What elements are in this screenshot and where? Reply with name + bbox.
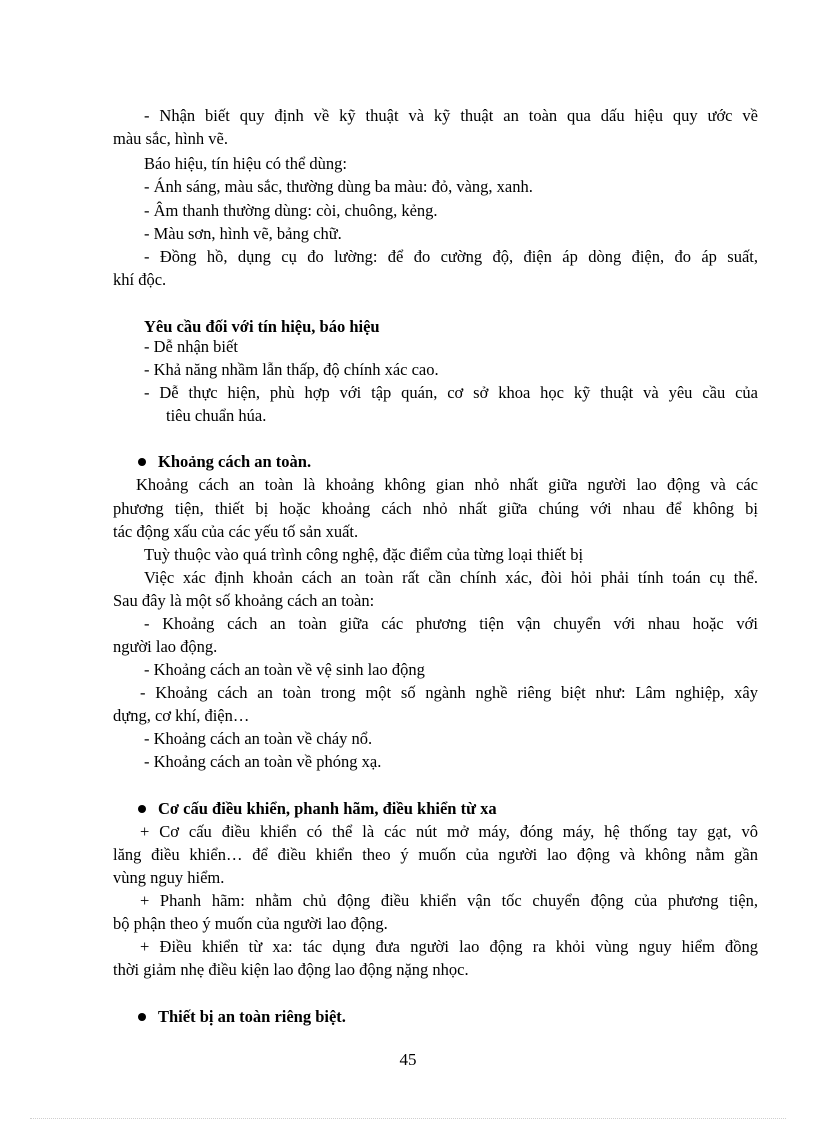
line-text: phương tiện, thiết bị hoặc khoảng cách nhỏ nhất giữa chúng với nhau để không bị <box>113 499 758 518</box>
text-line <box>113 843 758 866</box>
line-text: Khoảng cách an toàn. <box>158 452 312 471</box>
text-line <box>140 681 758 704</box>
line-text: - Dễ thực hiện, phù hợp với tập quán, cơ sở khoa học kỹ thuật và yêu cầu của <box>144 383 758 402</box>
bullet-icon <box>138 458 146 466</box>
line-text: - Đồng hồ, dụng cụ đo lường: để đo cường độ, điện áp dòng điện, đo áp suất, <box>144 247 758 266</box>
text-line <box>113 635 758 658</box>
text-line <box>113 127 758 150</box>
text-line <box>144 175 758 198</box>
text-line <box>144 612 758 635</box>
text-line <box>113 704 758 727</box>
line-text: Cơ cấu điều khiển, phanh hãm, điều khiển từ xa <box>158 799 497 818</box>
line-text: Tuỳ thuộc vào quá trình công nghệ, đặc điểm của từng loại thiết bị <box>144 545 584 564</box>
line-text: - Màu sơn, hình vẽ, bảng chữ. <box>144 224 342 243</box>
text-line <box>144 750 758 773</box>
line-text: Thiết bị an toàn riêng biệt. <box>158 1007 346 1026</box>
line-text: lăng điều khiển… để điều khiển theo ý muốn của người lao động và không nằm gần <box>113 845 758 864</box>
line-text: + Phanh hãm: nhằm chủ động điều khiển vận tốc chuyển động của phương tiện, <box>140 891 758 910</box>
text-line <box>144 222 758 245</box>
line-text: - Nhận biết quy định về kỹ thuật và kỹ thuật an toàn qua dấu hiệu quy ước về <box>144 106 758 125</box>
line-text: Yêu cầu đối với tín hiệu, báo hiệu <box>144 317 380 336</box>
line-text: vùng nguy hiểm. <box>113 868 225 887</box>
section-heading <box>138 450 738 473</box>
line-text: - Khả năng nhầm lẫn thấp, độ chính xác cao. <box>144 360 439 379</box>
text-line <box>140 889 758 912</box>
text-line <box>144 104 758 127</box>
bullet-icon <box>138 805 146 813</box>
line-text: - Khoảng cách an toàn về vệ sinh lao động <box>144 660 425 679</box>
section-heading <box>138 1005 738 1028</box>
line-text: Sau đây là một số khoảng cách an toàn: <box>113 591 375 610</box>
text-line <box>113 958 758 981</box>
text-line <box>144 152 758 175</box>
line-text: Khoảng cách an toàn là khoảng không gian nhỏ nhất giữa người lao động và các <box>136 475 758 494</box>
line-text: - Khoảng cách an toàn về cháy nổ. <box>144 729 373 748</box>
line-text: người lao động. <box>113 637 218 656</box>
text-line <box>166 404 758 427</box>
line-text: màu sắc, hình vẽ. <box>113 129 229 148</box>
line-text: + Cơ cấu điều khiển có thể là các nút mở máy, đóng máy, hệ thống tay gạt, vô <box>140 822 758 841</box>
line-text: khí độc. <box>113 270 167 289</box>
line-text: Báo hiệu, tín hiệu có thể dùng: <box>144 154 348 173</box>
text-line <box>113 497 758 520</box>
line-text: tác động xấu của các yếu tố sản xuất. <box>113 522 359 541</box>
line-text: dựng, cơ khí, điện… <box>113 706 250 725</box>
line-text: thời giảm nhẹ điều kiện lao động lao động nặng nhọc. <box>113 960 469 979</box>
page-number: 45 <box>399 1050 417 1069</box>
line-text: - Ánh sáng, màu sắc, thường dùng ba màu: đỏ, vàng, xanh. <box>144 177 533 196</box>
footer-divider <box>30 1118 786 1119</box>
section-heading <box>138 797 738 820</box>
text-line <box>140 935 758 958</box>
line-text: - Khoảng cách an toàn trong một số ngành nghề riêng biệt như: Lâm nghiệp, xây <box>140 683 758 702</box>
text-line <box>140 820 758 843</box>
text-line <box>144 358 758 381</box>
text-line <box>144 381 758 404</box>
text-line <box>144 335 758 358</box>
text-line <box>144 658 758 681</box>
line-text: bộ phận theo ý muốn của người lao động. <box>113 914 388 933</box>
bullet-icon <box>138 1013 146 1021</box>
line-text: + Điều khiển từ xa: tác dụng đưa người lao động ra khỏi vùng nguy hiểm đồng <box>140 937 758 956</box>
line-text: tiêu chuẩn húa. <box>166 406 267 425</box>
line-text: - Khoảng cách an toàn giữa các phương tiện vận chuyển với nhau hoặc với <box>144 614 758 633</box>
text-line <box>144 245 758 268</box>
text-line <box>136 473 758 496</box>
text-line <box>144 199 758 222</box>
line-text: - Dễ nhận biết <box>144 337 238 356</box>
text-line <box>113 520 758 543</box>
line-text: Việc xác định khoản cách an toàn rất cần chính xác, đòi hỏi phải tính toán cụ thể. <box>144 568 758 587</box>
line-text: - Khoảng cách an toàn về phóng xạ. <box>144 752 382 771</box>
text-line <box>113 589 758 612</box>
text-line <box>144 566 758 589</box>
text-line <box>113 268 758 291</box>
text-line <box>144 543 758 566</box>
text-line <box>113 912 758 935</box>
line-text: - Âm thanh thường dùng: còi, chuông, kẻng. <box>144 201 438 220</box>
text-line <box>113 866 758 889</box>
text-line <box>144 727 758 750</box>
